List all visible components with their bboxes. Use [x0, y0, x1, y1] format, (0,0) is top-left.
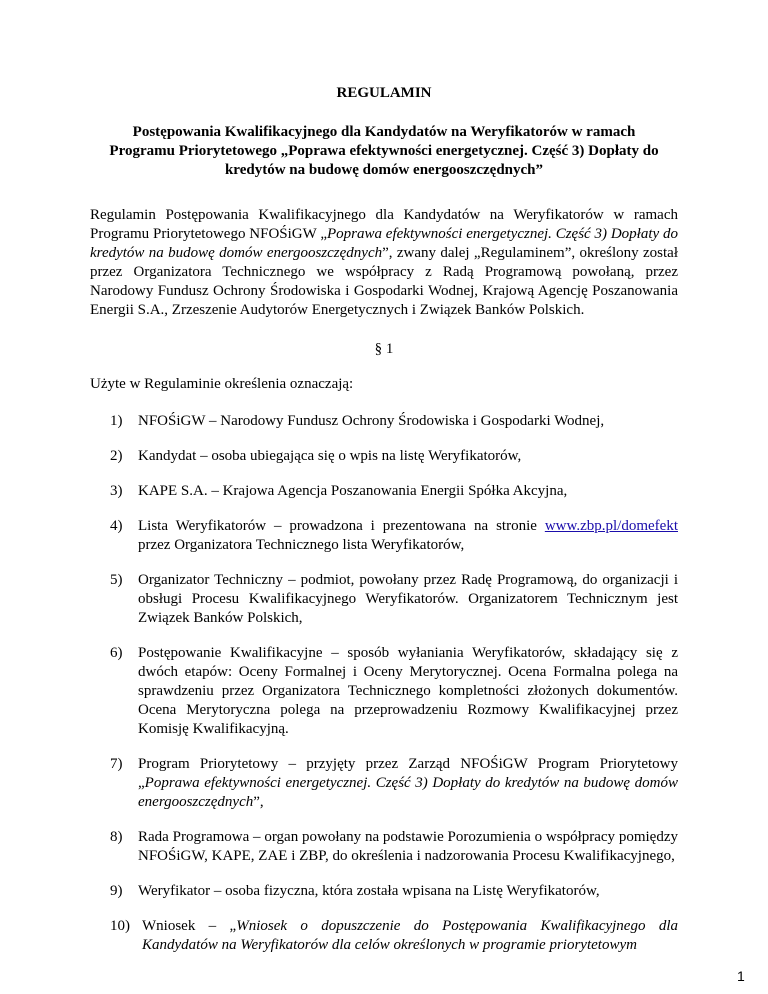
list-item — [90, 882, 678, 901]
item-number: 4) — [110, 518, 123, 534]
item-text: Rada Programowa – organ powołany na podstawie Porozumienia o współpracy pomiędzy NFOŚiGW, KAPE, ZAE i ZBP, do określenia i nadzorowania Procesu Kwalifikacyjnego, — [138, 829, 678, 864]
item-number: 6) — [110, 645, 123, 661]
list-item — [90, 755, 678, 812]
item-number: 7) — [110, 756, 123, 772]
definitions-list — [90, 412, 678, 971]
item-text: NFOŚiGW – Narodowy Fundusz Ochrony Środowiska i Gospodarki Wodnej, — [138, 413, 605, 429]
item-number: 8) — [110, 829, 123, 845]
item-number: 10) — [110, 918, 130, 934]
list-item — [90, 571, 678, 628]
item-text: Organizator Techniczny – podmiot, powołany przez Radę Programową, do organizacji i obsługi Procesu Kwalifikacyjnego Weryfikatorów. Organizatorem Technicznym jest Związek Banków Polskich, — [138, 572, 678, 626]
section-heading: § 1 — [374, 341, 394, 357]
item-text: Postępowanie Kwalifikacyjne – sposób wyłaniania Weryfikatorów, składający się z dwóch etapów: Oceny Formalnej i Oceny Merytorycznej. Ocena Formalna polega na sprawdzeniu przez Organizatora Technicznego kompletności złożonych dokumentów. Ocena Merytoryczna polega na przeprowadzeniu Rozmowy Kwalifikacyjnej przez Komisję Kwalifikacyjną. — [138, 645, 678, 737]
item-text: Weryfikator – osoba fizyczna, która została wpisana na Listę Weryfikatorów, — [138, 883, 600, 899]
item-number: 2) — [110, 448, 123, 464]
list-item — [90, 917, 678, 955]
item-application-name: Wniosek o dopuszczenie do Postępowania Kwalifikacyjnego dla Kandydatów na Weryfikatorów dla celów określonych w programie priorytetowym — [142, 918, 678, 953]
document-title: REGULAMIN — [336, 85, 432, 101]
definitions-lead: Użyte w Regulaminie określenia oznaczają: — [90, 376, 354, 392]
item-number: 9) — [110, 883, 123, 899]
list-item — [90, 828, 678, 866]
list-item — [90, 447, 678, 466]
item-number: 5) — [110, 572, 123, 588]
item-program-name: Poprawa efektywności energetycznej. Część 3) Dopłaty do kredytów na budowę domów energooszczędnych — [138, 775, 678, 810]
intro-text: Regulamin Postępowania Kwalifikacyjnego dla Kandydatów na Weryfikatorów w ramach Programu Priorytetowego NFOŚiGW „ — [90, 207, 678, 242]
item-text: KAPE S.A. – Krajowa Agencja Poszanowania Energii Spółka Akcyjna, — [138, 483, 568, 499]
item-text: Lista Weryfikatorów – prowadzona i prezentowana na stronie — [138, 518, 545, 534]
document-subtitle: Postępowania Kwalifikacyjnego dla Kandydatów na Weryfikatorów w ramach Programu Priorytetowego „Poprawa efektywności energetycznej. Część 3) Dopłaty do kredytów na budowę domów energooszczędnych” — [109, 124, 659, 178]
intro-program-name: Poprawa efektywności energetycznej. Część 3) Dopłaty do kredytów na budowę domów energooszczędnych — [90, 226, 678, 261]
item-text-continued: ”, — [253, 794, 264, 810]
item-number: 3) — [110, 483, 123, 499]
item-text: Wniosek – „ — [142, 918, 237, 934]
item-text: Kandydat – osoba ubiegająca się o wpis na listę Weryfikatorów, — [138, 448, 522, 464]
item-text: Program Priorytetowy – przyjęty przez Zarząd NFOŚiGW Program Priorytetowy „ — [138, 756, 678, 791]
list-item — [90, 517, 678, 555]
intro-text-continued: ”, zwany dalej „Regulaminem”, określony został przez Organizatora Technicznego we współpracy z Radą Programową powołaną, przez Narodowy Fundusz Ochrony Środowiska i Gospodarki Wodnej, Krajową Agencję Poszanowania Energii S.A., Zrzeszenie Audytorów Energetycznych i Związek Banków Polskich. — [90, 245, 678, 318]
intro-paragraph — [90, 206, 678, 320]
page-number: 1 — [737, 968, 745, 984]
list-item — [90, 644, 678, 739]
list-item — [90, 412, 678, 431]
item-text-continued: przez Organizatora Technicznego lista Weryfikatorów, — [138, 537, 465, 553]
item-number: 1) — [110, 413, 123, 429]
domefekt-link[interactable]: www.zbp.pl/domefekt — [544, 518, 678, 534]
list-item — [90, 482, 678, 501]
